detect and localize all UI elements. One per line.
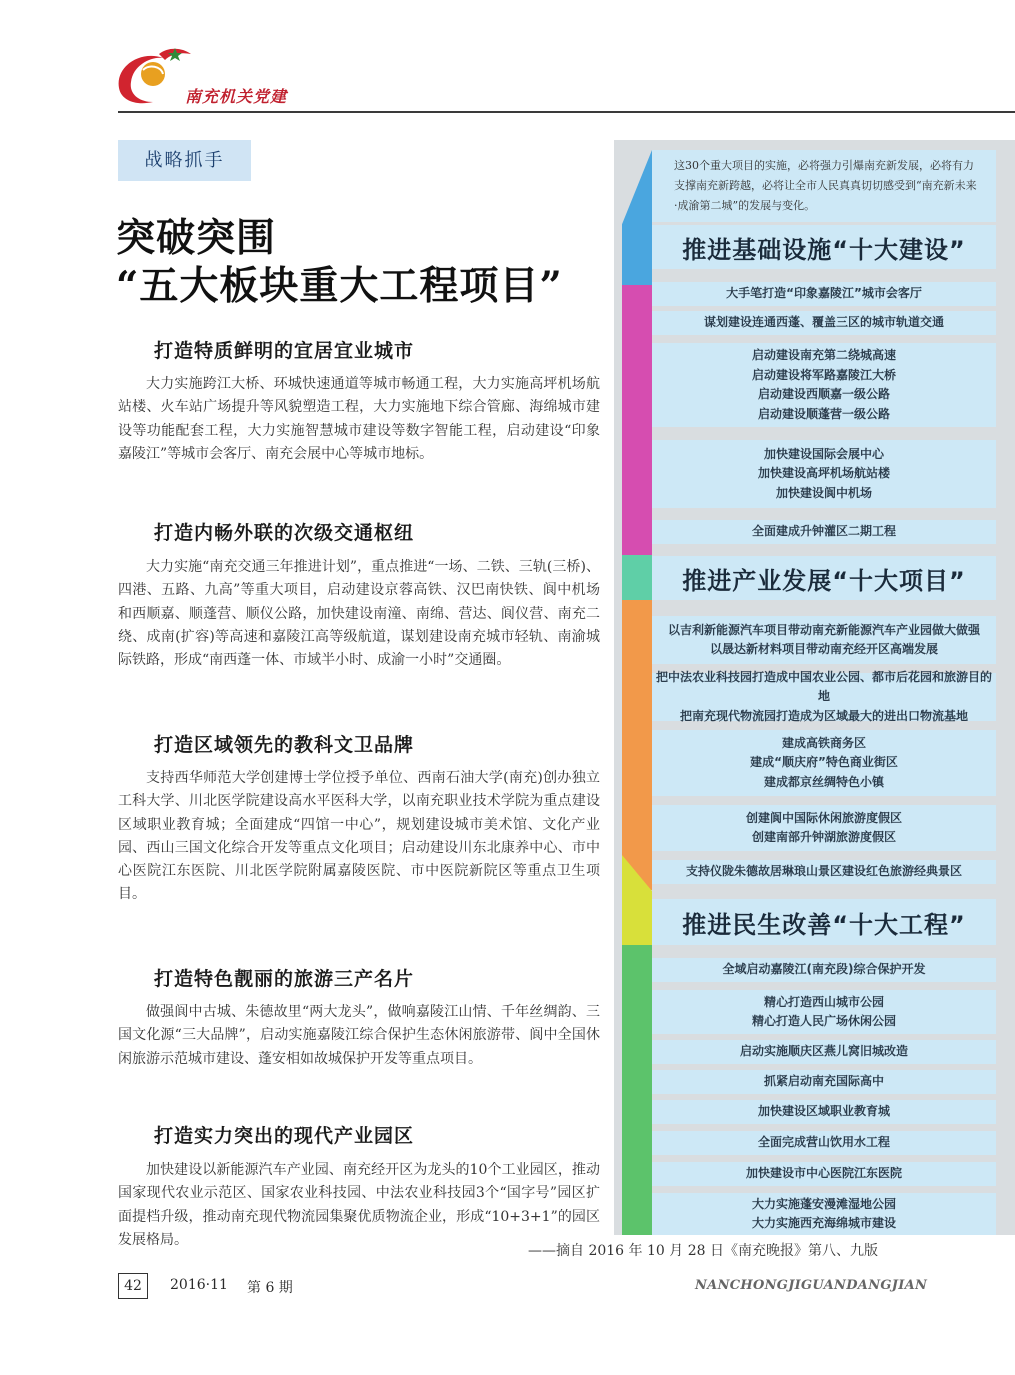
item-line: 创建阆中国际休闲旅游度假区 bbox=[745, 810, 902, 825]
item-line: 建成高铁商务区 bbox=[781, 735, 866, 750]
item-line: 全面完成营山饮用水工程 bbox=[757, 1135, 890, 1150]
section-body: 大力实施“南充交通三年推进计划”，重点推进“一场、二铁、三轨(三桥)、四港、五路、九高”等重大项目，启动建设京蓉高铁、汉巴南快铁、阆中机场和西顺嘉、顺蓬营、顺仪公路，加快建设南潼、南绵、营达、阆仪营、南充二绕、成南(扩容)等高速和嘉陵江高等级航道，谋划建设南充城市轻轨、南渝城际铁路，形成“南西蓬一体、市域半小时、成渝一小时”交通圈。 bbox=[118, 559, 600, 669]
section-body: 加快建设以新能源汽车产业园、南充经开区为龙头的10个工业园区，推动国家现代农业示范区、国家农业科技园、中法农业科技园3个“国字号”园区扩面提档升级，推动南充现代物流园集聚优质物流企业，形成“10+3+1”的园区发展格局。 bbox=[118, 1162, 600, 1248]
item-line: 精心打造西山城市公园 bbox=[763, 994, 884, 1009]
infographic-item bbox=[652, 616, 996, 664]
item-line: 启动建设顺蓬营一级公路 bbox=[757, 406, 890, 421]
item-line: 全域启动嘉陵江(南充段)综合保护开发 bbox=[722, 962, 926, 977]
source-citation: ——摘自 2016 年 10 月 28 日《南充晚报》第八、九版 bbox=[528, 1243, 878, 1259]
item-line: 大手笔打造“印象嘉陵江”城市会客厅 bbox=[726, 286, 922, 301]
infographic-item bbox=[652, 860, 996, 884]
item-line: 以吉利新能源汽车项目带动南充新能源汽车产业园做大做强 bbox=[667, 622, 980, 637]
item-line: 大力实施西充海绵城市建设 bbox=[751, 1216, 896, 1230]
infographic-item bbox=[652, 1040, 996, 1064]
stripe-green bbox=[622, 945, 652, 1235]
item-line: 精心打造人民广场休闲公园 bbox=[751, 1014, 896, 1028]
section-heading: 打造特色靓丽的旅游三产名片 bbox=[154, 968, 415, 990]
page-title-line1: 突破突围 bbox=[116, 215, 277, 261]
item-line: 大力实施蓬安漫滩湿地公园 bbox=[751, 1196, 896, 1211]
footer-brand: NANCHONGJIGUANDANGJIAN bbox=[695, 1278, 928, 1293]
header-rule bbox=[118, 111, 1015, 113]
item-line: 全面建成升钟灌区二期工程 bbox=[751, 524, 896, 539]
page-title-line2: “五大板块重大工程项目” bbox=[116, 263, 563, 309]
infographic-item bbox=[652, 730, 996, 796]
section-body: 做强阆中古城、朱德故里“两大龙头”，做响嘉陵江山情、千年丝绸韵、三国文化源“三大品牌”，启动实施嘉陵江综合保护生态休闲旅游带、阆中全国休闲旅游示范城市建设、蓬安相如故城保护开发等重点项目。 bbox=[118, 1004, 600, 1067]
item-line: 谋划建设连通西蓬、覆盖三区的城市轨道交通 bbox=[703, 315, 944, 330]
item-line: 启动实施顺庆区燕儿窝旧城改造 bbox=[739, 1044, 908, 1059]
group-header-infrastructure: 推进基础设施“十大建设” bbox=[652, 225, 996, 269]
item-line: 加快建设高坪机场航站楼 bbox=[757, 466, 890, 481]
stripe-teal bbox=[622, 555, 652, 600]
infographic-item bbox=[652, 520, 996, 544]
item-line: 加快建设市中心医院江东医院 bbox=[745, 1166, 902, 1181]
item-line: 建成都京丝绸特色小镇 bbox=[763, 774, 884, 789]
issue-number: 第 6 期 bbox=[247, 1280, 293, 1296]
item-line: 以晟达新材料项目带动南充经开区高端发展 bbox=[709, 642, 938, 656]
section-heading: 打造区域领先的教科文卫品牌 bbox=[154, 734, 415, 756]
stripe-magenta bbox=[622, 285, 652, 555]
infographic-item bbox=[652, 343, 996, 427]
section-tag: 战略抓手 bbox=[118, 140, 251, 181]
group-header-livelihood: 推进民生改善“十大工程” bbox=[652, 899, 996, 945]
section-heading: 打造实力突出的现代产业园区 bbox=[154, 1125, 415, 1147]
item-line: 加快建设区域职业教育城 bbox=[757, 1104, 890, 1119]
infographic-item bbox=[652, 311, 996, 335]
item-line: 加快建设阆中机场 bbox=[775, 485, 872, 500]
item-line: 创建南部升钟湖旅游度假区 bbox=[751, 830, 896, 844]
item-line: 启动建设南充第二绕城高速 bbox=[751, 348, 896, 362]
item-line: 支持仪陇朱德故居琳琅山景区建设红色旅游经典景区 bbox=[685, 864, 962, 879]
page-number: 42 bbox=[118, 1273, 148, 1299]
infographic-item bbox=[652, 282, 996, 306]
item-line: 启动建设将军路嘉陵江大桥 bbox=[751, 367, 896, 382]
section-body: 支持西华师范大学创建博士学位授予单位、西南石油大学(南充)创办独立工科大学、川北医学院建设高水平医科大学，以南充职业技术学院为重点建设区域职业教育城；全面建成“四馆一中心”，规划建设城市美术馆、文化产业园、西山三国文化综合开发等重点文化项目；启动建设川东北康养中心、市中心医院江东医院、川北医学院附属嘉陵医院、市中医院新院区等重点卫生项目。 bbox=[118, 770, 600, 903]
stripe-orange bbox=[622, 600, 652, 890]
infographic-item bbox=[652, 669, 996, 723]
infographic-item bbox=[652, 1131, 996, 1155]
item-line: 把南充现代物流园打造成为区域最大的进出口物流基地 bbox=[679, 708, 968, 723]
item-line: 启动建设西顺嘉一级公路 bbox=[757, 387, 890, 401]
infographic-item bbox=[652, 1162, 996, 1186]
section-heading: 打造特质鲜明的宜居宜业城市 bbox=[154, 340, 415, 362]
infographic-item bbox=[652, 1070, 996, 1094]
item-line: 建成“顺庆府”特色商业街区 bbox=[750, 755, 898, 770]
infographic-item bbox=[652, 990, 996, 1034]
infographic-item bbox=[652, 1100, 996, 1124]
item-line: 把中法农业科技园打造成中国农业公园、都市后花园和旅游目的地 bbox=[655, 669, 992, 704]
infographic-item bbox=[652, 958, 996, 982]
infographic-item bbox=[652, 440, 996, 508]
infographic-intro: 这30个重大项目的实施，必将强力引爆南充新发展，必将有力支撑南充新跨越，必将让全市人民真真切切感受到“南充新未来·成渝第二城”的发展与变化。 bbox=[652, 150, 996, 222]
header-title: 南充机关党建 bbox=[185, 87, 288, 106]
group-header-industry: 推进产业发展“十大项目” bbox=[652, 556, 996, 600]
infographic-item bbox=[652, 1193, 996, 1235]
logo-icon bbox=[113, 44, 193, 108]
issue-date: 2016·11 bbox=[170, 1277, 228, 1293]
infographic-item bbox=[652, 805, 996, 851]
section-body: 大力实施跨江大桥、环城快速通道等城市畅通工程，大力实施高坪机场航站楼、火车站广场提升等风貌塑造工程，大力实施地下综合管廊、海绵城市建设等功能配套工程，大力实施智慧城市建设等数字智能工程，启动建设“印象嘉陵江”等城市会客厅、南充会展中心等城市地标。 bbox=[118, 376, 600, 462]
section-heading: 打造内畅外联的次级交通枢纽 bbox=[154, 522, 415, 544]
item-line: 抓紧启动南充国际高中 bbox=[763, 1074, 884, 1089]
item-line: 加快建设国际会展中心 bbox=[763, 446, 884, 461]
